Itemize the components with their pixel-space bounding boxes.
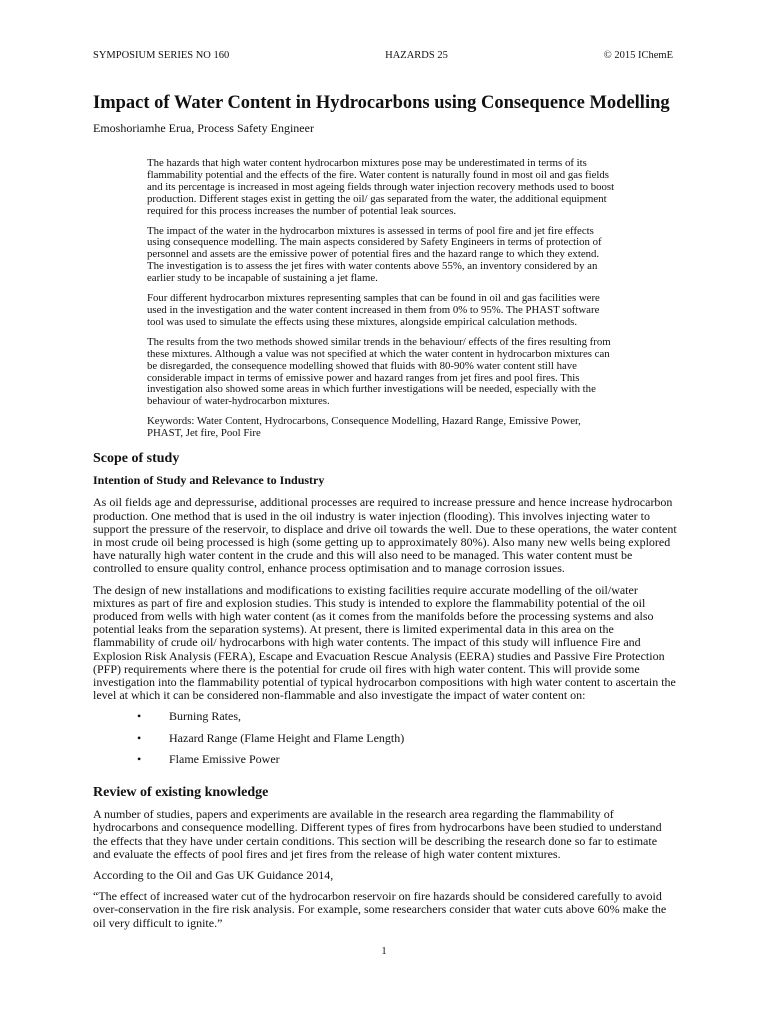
body-paragraph: According to the Oil and Gas UK Guidance 2014, [93,868,334,883]
abstract-paragraph: The impact of the water in the hydrocarbon mixtures is assessed in terms of pool fire and jet fire effects using consequence modelling. The main aspects considered by Safety Engineers in terms of protection of personnel and assets are the emissive power of potential fires and the hazard range to which they extend. The investigation is to assess the jet fires with water contents above 55%, an inventory considered by an earlier study to be incapable of sustaining a jet flame. [147,224,602,285]
abstract-paragraph: The results from the two methods showed similar trends in the behaviour/ effects of the fires resulting from these mixtures. Although a value was not specified at which the water content in hydrocarbon mixtures can be disregarded, the consequence modelling showed that fluids with 80-90% water content still have considerable impact in terms of emissive power and hazard ranges from jet fires and pool fires. This investigation also showed some areas in which further investigations will be needed, especially with the behaviour of water-hydrocarbon mixtures. [147,335,611,408]
abstract-paragraph: The hazards that high water content hydrocarbon mixtures pose may be underestimated in terms of its flammability potential and the effects of the fire. Water content is naturally found in most oil and gas fields and its percentage is increased in most ageing fields through water injection recovery methods used to boost production. Different stages exist in getting the oil/ gas separated from the water, the additional equipment required for this process increases the number of potential leak sources. [147,157,615,217]
list-item [137,753,677,766]
body-paragraph: A number of studies, papers and experiments are available in the research area regarding the flammability of hydrocarbons and consequence modelling. Different types of fires from hydrocarbons have been studied to understand the effects that they have under certain conditions. This section will be describing the research done so far to estimate and evaluate the effects of pool fires and jet fires from the release of high water content mixtures. [93,807,662,861]
section-heading-review: Review of existing knowledge [93,785,269,801]
bullet-icon: • [137,730,142,745]
subsection-heading-intention: Intention of Study and Relevance to Industry [93,473,325,488]
main-body [93,452,677,938]
body-paragraph: As oil fields age and depressurise, additional processes are required to increase pressure and hence increase hydrocarbon production. One method that is used in the oil industry is water injection (flooding). This involves injecting water to support the pressure of the reservoir, to displace and drive oil towards the well. Due to these operations, the water content in most crude oil being processed is high (some getting up to approximately 80%). Also many new wells being explored have naturally high water content in the crude and this will also need to be managed. This water content must be controlled to ensure quality control, enhance process optimisation and to manage corrosion issues. [93,495,677,576]
page-number: 1 [381,946,387,957]
header-conference: HAZARDS 25 [385,50,448,61]
list-item-text: Flame Emissive Power [169,751,280,766]
bullet-icon: • [137,709,142,724]
abstract [147,158,615,448]
impact-list [93,710,677,766]
section-heading-scope: Scope of study [93,451,180,466]
header-series: SYMPOSIUM SERIES NO 160 [93,50,230,61]
running-header [93,50,673,61]
list-item [137,732,677,745]
keywords: Keywords: Water Content, Hydrocarbons, Consequence Modelling, Hazard Range, Emissive Power, PHAST, Jet fire, Pool Fire [147,415,581,440]
list-item [137,710,677,723]
abstract-paragraph: Four different hydrocarbon mixtures representing samples that can be found in oil and gas facilities were used in the investigation and the water content increased in them from 0% to 95%. The PHAST software tool was used to simulate the effects using these mixtures, alongside empirical calculation methods. [147,292,600,328]
list-item-text: Burning Rates, [169,709,241,724]
body-paragraph: The design of new installations and modifications to existing facilities require accurate modelling of the oil/water mixtures as part of fire and explosion studies. This study is intended to explore the flammability potential of the oil produced from wells with high water content (as it comes from the manifolds before the processing systems and also potential leaks from the separation systems). At present, there is limited experimental data in this area on the flammability of crude oil/ hydrocarbons with high water contents. The impact of this study will influence Fire and Explosion Risk Analysis (FERA), Escape and Evacuation Rescue Analysis (EERA) studies and Passive Fire Protection (PFP) requirements where there is the potential for crude oil fires with high water content. This will provide some investigation into the flammability potential of typical hydrocarbon compositions with high water content to ascertain the level at which it can be considered non-flammable and also investigate the impact of water content on: [93,582,676,703]
bullet-icon: • [137,751,142,766]
paper-title: Impact of Water Content in Hydrocarbons using Consequence Modelling [93,93,670,113]
paper-author: Emoshoriamhe Erua, Process Safety Engineer [93,121,314,135]
header-copyright: © 2015 IChemE [603,50,673,61]
list-item-text: Hazard Range (Flame Height and Flame Length) [169,730,405,745]
quotation: “The effect of increased water cut of the hydrocarbon reservoir on fire hazards should be considered carefully to avoid over-conservation in the fire risk analysis. For example, some researchers consider that water cuts above 60% make the oil very difficult to ignite.” [93,889,667,930]
